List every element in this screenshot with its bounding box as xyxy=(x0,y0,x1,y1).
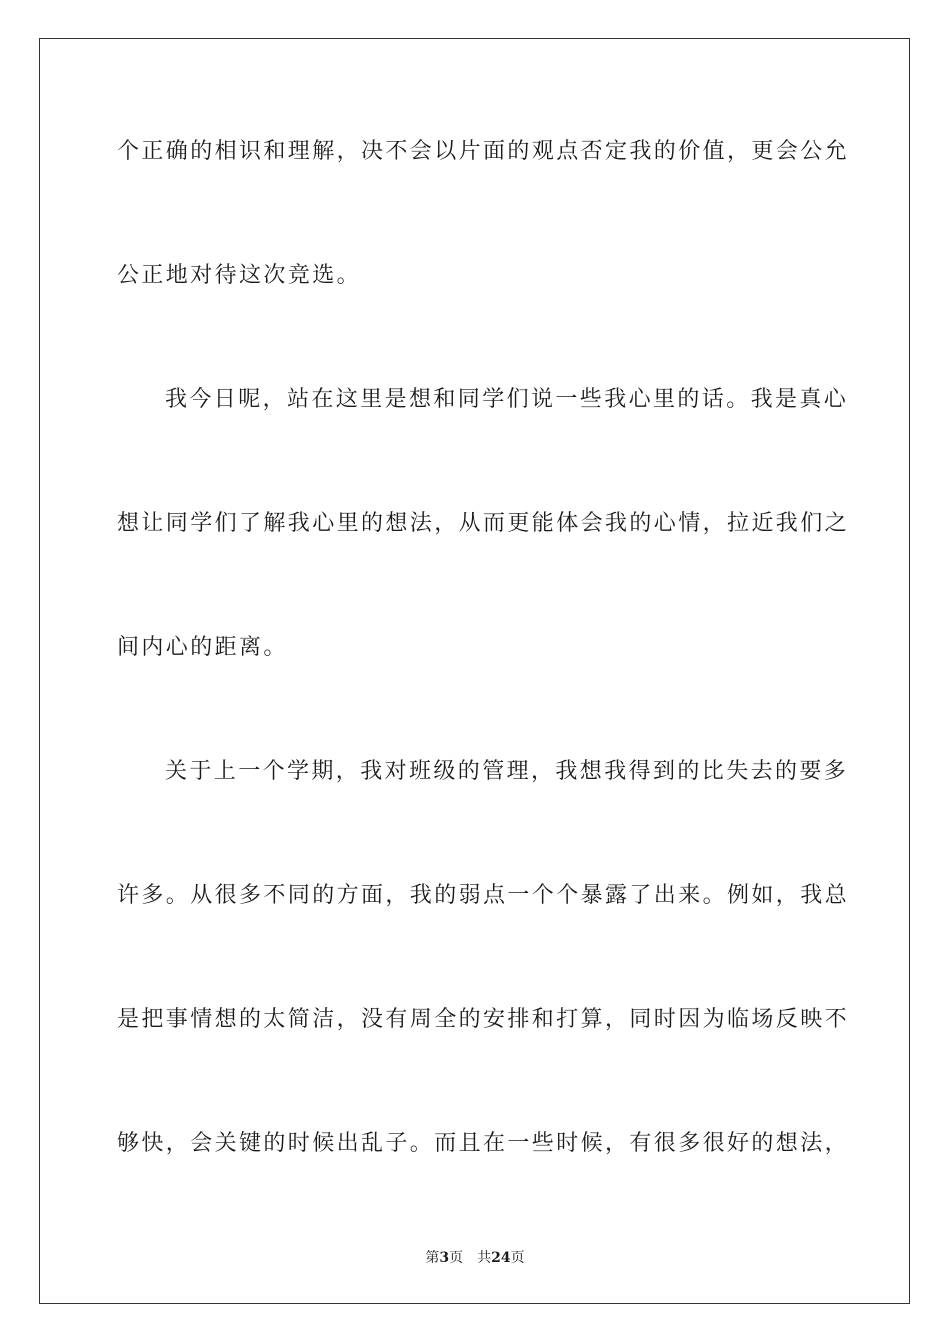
text-line-8: 是把事情想的太简洁，没有周全的安排和打算，同时因为临场反映不 xyxy=(117,1007,850,1032)
footer-page-prefix: 第 xyxy=(425,1250,440,1266)
footer-total-pages: 24 xyxy=(491,1250,511,1266)
footer-total-suffix: 页 xyxy=(510,1250,525,1266)
page-border xyxy=(39,38,910,1304)
text-line-5: 间内心的距离。 xyxy=(117,635,288,660)
footer-page-number: 3 xyxy=(439,1250,450,1266)
text-line-6: 关于上一个学期，我对班级的管理，我想我得到的比失去的要多 xyxy=(165,759,849,784)
text-line-2: 公正地对待这次竞选。 xyxy=(117,263,362,288)
text-line-9: 够快，会关键的时候出乱子。而且在一些时候，有很多很好的想法， xyxy=(117,1131,850,1156)
page-footer xyxy=(0,1247,950,1267)
footer-page-suffix: 页 xyxy=(449,1250,464,1266)
text-line-3: 我今日呢，站在这里是想和同学们说一些我心里的话。我是真心 xyxy=(165,387,849,412)
text-line-1: 个正确的相识和理解，决不会以片面的观点否定我的价值，更会公允 xyxy=(117,139,850,164)
text-line-4: 想让同学们了解我心里的想法，从而更能体会我的心情，拉近我们之 xyxy=(117,511,850,536)
text-line-7: 许多。从很多不同的方面，我的弱点一个个暴露了出来。例如，我总 xyxy=(117,883,850,908)
footer-total-prefix: 共 xyxy=(477,1250,492,1266)
